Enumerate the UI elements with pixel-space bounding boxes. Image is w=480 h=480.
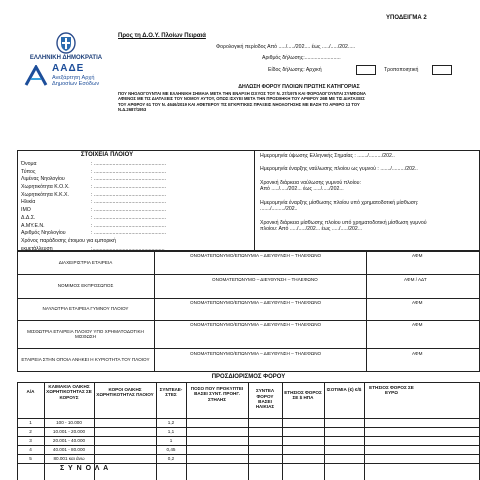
row-bracket: 40.001 - 80.000 — [52, 446, 86, 452]
row-bracket: 20.001 - 40.000 — [52, 437, 86, 443]
field-value: : .................................................. — [91, 214, 166, 221]
amended-checkbox[interactable] — [432, 65, 452, 75]
subtitle-line-2: ΑΦΕΝΟΣ ΜΕ ΤΙΣ ΔΙΑΤΑΞΕΙΣ ΤΟΥ ΝΟΜΟΥ ΑΥΤΟΥ, ΟΠΩΣ ΙΣΧΥΕΙ ΜΕΤΑ ΤΗΝ ΠΡΟΣΘΗΚΗ ΤΟΥ ΑΡΘΡΟΥ 26Β ΜΕ ΤΙΣ ΔΙΑΤΑΞΕΙΣ — [118, 96, 365, 102]
ship-section-divider — [254, 150, 255, 251]
subtitle-line-4: Ν.Δ.2687/1953 — [118, 106, 147, 112]
col-header-ship-tons: ΚΟΡΟΙ ΟΛΙΚΗΣ ΧΩΡΗΤΙΚΟΤΗΤΑΣ ΠΛΟΙΟΥ — [96, 386, 154, 397]
party-afm[interactable]: ΑΦΜ — [412, 253, 423, 258]
field-label: εκμετάλλευση — [21, 245, 53, 252]
party-label: ΝΑΥΛΩΤΡΙΑ ΕΤΑΙΡΕΙΑ ΓΥΜΝΟΥ ΠΛΟΙΟΥ — [42, 306, 129, 312]
field-label: Λιμένας Νηολογίου — [21, 176, 65, 183]
amended-label: Τροποποιητική — [384, 67, 419, 73]
logo-block — [20, 32, 112, 90]
declaration-number[interactable]: Αριθμός δήλωσης:......................... — [262, 55, 341, 61]
field-age[interactable] — [21, 199, 253, 207]
col-header-aa: Α/Α — [26, 389, 35, 395]
recipient: Προς τη Δ.Ο.Υ. Πλοίων Πειραιά — [118, 33, 206, 39]
field-name[interactable] — [21, 161, 253, 169]
field-net-tonnage[interactable] — [21, 192, 253, 200]
tax-row-divider — [17, 463, 480, 464]
field-registry-number[interactable] — [21, 230, 253, 238]
form-subtitle — [118, 91, 480, 112]
field-port[interactable] — [21, 176, 253, 184]
totals-label: Σ Υ Ν Ο Λ Α — [60, 465, 110, 472]
field-label: Όνομα — [21, 161, 37, 167]
form-code: ΥΠΟΔΕΙΓΜΑ 2 — [386, 15, 427, 21]
aade-mark-icon — [24, 65, 48, 87]
party-name-header[interactable]: ΟΝΟΜΑΤΕΠΩΝΥΜΟ/ΕΠΩΝΥΜΙΑ – ΔΙΕΥΘΥΝΣΗ – ΤΗΛΕΦΩΝΟ — [190, 300, 322, 305]
party-name-header[interactable]: ΟΝΟΜΑΤΕΠΩΝΥΜΟ/ΕΠΩΝΥΜΙΑ – ΔΙΕΥΘΥΝΣΗ – ΤΗΛΕΦΩΝΟ — [190, 351, 322, 356]
field-value: : .................................................. — [91, 199, 166, 206]
charter-start[interactable]: Ημερομηνία έναρξης ναύλωσης πλοίου ως γυμνού : ......./........./202.. — [260, 166, 418, 172]
aade-logo — [24, 63, 108, 89]
ship-heading: ΣΤΟΙΧΕΙΑ ΠΛΟΙΟΥ — [80, 152, 134, 158]
party-label: ΝΟΜΙΜΟΣ ΕΚΠΡΟΣΩΠΟΣ — [57, 283, 114, 289]
row-number: 5 — [29, 455, 32, 461]
row-number: 2 — [29, 428, 32, 434]
aade-subtitle-2: Δημοσίων Εσόδων — [52, 81, 100, 87]
field-value: : .................................................. — [91, 230, 166, 237]
subtitle-line-1: ΠΟΥ ΝΗΟΛΟΓΟΥΝΤΑΙ ΜΕ ΕΛΛΗΝΙΚΗ ΣΗΜΑΙΑ ΜΕΤΑ ΤΗΝ ΕΝΑΡΞΗ ΙΣΧΥΟΣ ΤΟΥ Ν. 27/1975 ΚΑΙ ΦΟΡΟΛΟΓΟΥΝΤΑΙ ΣΥΜΦΩΝΑ — [118, 91, 366, 96]
lease-duration-label: Χρονική διάρκεια μίσθωσης πλοίου υπό χρηματοδοτική μίσθωση γυμνού — [260, 220, 427, 226]
tax-heading: ΠΡΟΣΔΙΟΡΙΣΜΟΣ ΦΟΡΟΥ — [211, 374, 286, 380]
field-value: : .................................................. — [91, 168, 166, 175]
field-value: : .................................................. — [91, 222, 166, 229]
republic-name: ΕΛΛΗΝΙΚΗ ΔΗΜΟΚΡΑΤΙΑ — [29, 55, 103, 61]
col-header-age-coef: ΣΥΝΤΕΛ ΦΟΡΟΥ ΒΑΣΕΙ ΗΛΙΚΙΑΣ — [255, 388, 275, 410]
lease-duration-value[interactable]: πλοίου: Από ...../...../202... έως ...../...../202... — [260, 226, 363, 232]
col-header-eur: ΕΤΗΣΙΟΣ ΦΟΡΟΣ ΣΕ ΕΥΡΩ — [369, 384, 414, 395]
row-number: 3 — [29, 437, 32, 443]
field-label: Χωρητικότητα Κ.Κ.Χ. — [21, 191, 69, 198]
lease-start-value[interactable]: ......./........./202.. — [260, 206, 298, 212]
field-value: :.................................................. — [91, 245, 165, 252]
field-value: : .................................................. — [91, 184, 166, 191]
party-afm[interactable]: ΑΦΜ — [412, 300, 423, 305]
row-number: 1 — [29, 419, 32, 425]
party-name-header[interactable]: ΟΝΟΜΑΤΕΠΩΝΥΜΟ/ΕΠΩΝΥΜΙΑ – ΔΙΕΥΘΥΝΣΗ – ΤΗΛΕΦΩΝΟ — [190, 322, 322, 327]
field-label: Χωρητικότητα Κ.Ο.Χ. — [21, 184, 70, 191]
aade-subtitle-1: Ανεξάρτητη Αρχή — [52, 75, 95, 81]
parties-col-divider-1 — [154, 251, 155, 372]
field-label: Δ.Δ.Σ. — [21, 214, 36, 221]
field-value: : .................................................. — [91, 207, 166, 214]
subtitle-line-3: ΤΟΥ ΑΡΘΡΟΥ 61 ΤΟΥ Ν. 4646/2019 ΚΑΙ ΑΦΕΤΕΡΟΥ ΤΙΣ ΕΓΚΡΙΤΙΚΕΣ ΠΡΑΞΕΙΣ ΝΗΟΛΟΓΗΣΗΣ ΜΕ ΒΑΣΗ ΤΟ ΑΡΘΡΟ 13 ΤΟΥ — [118, 101, 360, 107]
initial-checkbox[interactable] — [356, 65, 376, 75]
row-bracket: 80.001 και άνω — [53, 455, 85, 461]
party-label: ΜΙΣΘΩΤΡΙΑ ΕΤΑΙΡΕΙΑ ΠΛΟΙΟΥ ΥΠΟ ΧΡΗΜΑΤΟΔΟΤΙΚΗ ΜΙΣΘΩΣΗ — [27, 328, 144, 339]
col-header-amount: ΠΟΣΟ ΠΟΥ ΠΡΟΚΥΠΤΕΙ ΒΑΣΕΙ ΣΥΝΤ. ΠΡΟΗΓ. ΣΤΗΛΗΣ — [190, 385, 244, 402]
field-label: Αριθμός Νηολογίου — [21, 230, 66, 237]
col-header-coef: ΣΥΝΤΕΛΕ-ΣΤΕΣ — [159, 386, 183, 397]
row-coef: 1,2 — [167, 419, 175, 425]
charter-duration-label: Χρονική διάρκεια ναύλωσης γυμνού πλοίου: — [260, 180, 361, 186]
row-coef: 0,2 — [167, 455, 175, 461]
field-label: Χρόνος παράδοσης έτοιμου για εμπορική — [21, 237, 116, 244]
charter-duration-value[interactable]: Από ...../...../202... έως ...../...../202... — [260, 186, 344, 192]
col-header-rate: ΙΣΟΤΙΜΙΑ (€) €/$ — [326, 387, 362, 393]
party-afm[interactable]: ΑΦΜ / ΑΔΤ — [404, 277, 427, 282]
flag-date[interactable]: Ημερομηνία ύψωσης Ελληνικής Σημαίας : ......./........./202.. — [260, 153, 395, 159]
party-afm[interactable]: ΑΦΜ — [412, 351, 423, 356]
col-header-bracket: ΚΛΙΜΑΚΙΑ ΟΛΙΚΗΣ ΧΩΡΗΤΙΚΟΤΗΤΑΣ ΣΕ ΚΟΡΟΥΣ — [46, 383, 92, 400]
declaration-type-label: Είδος δήλωσης: Αρχική — [268, 67, 322, 73]
field-dds[interactable] — [21, 215, 253, 223]
field-gross-tonnage[interactable] — [21, 184, 253, 192]
col-header-usd: ΕΤΗΣΙΟΣ ΦΟΡΟΣ ΣΕ $ ΗΠΑ — [284, 389, 322, 400]
row-number: 4 — [29, 446, 32, 452]
row-coef: 1 — [169, 437, 173, 443]
field-label: Ηλικία — [21, 199, 36, 206]
party-label: ΕΤΑΙΡΕΙΑ ΣΤΗΝ ΟΠΟΙΑ ΑΝΗΚΕΙ Η ΚΥΡΙΟΤΗΤΑ ΤΟΥ ΠΛΟΙΟΥ — [21, 357, 150, 363]
row-bracket: 10.001 - 20.000 — [52, 428, 86, 434]
aade-text: ΑΑΔΕ — [52, 63, 85, 74]
row-coef: 1,1 — [167, 428, 175, 434]
field-label: IMO — [21, 207, 31, 214]
field-label: Τύπος — [21, 168, 36, 175]
party-name-header[interactable]: ΟΝΟΜΑΤΕΠΩΝΥΜΟ – ΔΙΕΥΘΥΝΣΗ – ΤΗΛΕΦΩΝΟ — [212, 277, 318, 282]
field-value: : .................................................. — [91, 191, 166, 198]
field-delivery-time — [21, 238, 253, 246]
party-afm[interactable]: ΑΦΜ — [412, 322, 423, 327]
greek-emblem-icon — [55, 32, 77, 54]
party-name-header[interactable]: ΟΝΟΜΑΤΕΠΩΝΥΜΟ/ΕΠΩΝΥΜΙΑ – ΔΙΕΥΘΥΝΣΗ – ΤΗΛΕΦΩΝΟ — [190, 253, 322, 258]
form-title: ΔΗΛΩΣΗ ΦΟΡΟΥ ΠΛΟΙΩΝ ΠΡΩΤΗΣ ΚΑΤΗΓΟΡΙΑΣ — [238, 84, 360, 90]
field-value: : .................................................. — [91, 161, 166, 167]
field-imo[interactable] — [21, 207, 253, 215]
field-label: Α.ΜΥ.Ε.Ν. — [21, 222, 45, 229]
field-value: : .................................................. — [91, 176, 166, 183]
row-coef: 0,45 — [166, 446, 176, 452]
lease-start-label: Ημερομηνία έναρξης μίσθωσης πλοίου υπό χρηματοδοτική μίσθωση: — [260, 200, 419, 206]
party-label: ΔΙΑΧΕΙΡΙΣΤΡΙΑ ΕΤΑΙΡΕΙΑ — [58, 259, 113, 265]
ship-fields — [21, 161, 253, 253]
parties-col-divider-2 — [366, 251, 367, 372]
row-bracket: 100 - 10.000 — [56, 419, 82, 425]
tax-period[interactable]: Φορολογική περίοδος Από ...../...../202.... έως ...../...../202..... — [216, 44, 356, 50]
right-info — [260, 153, 478, 232]
